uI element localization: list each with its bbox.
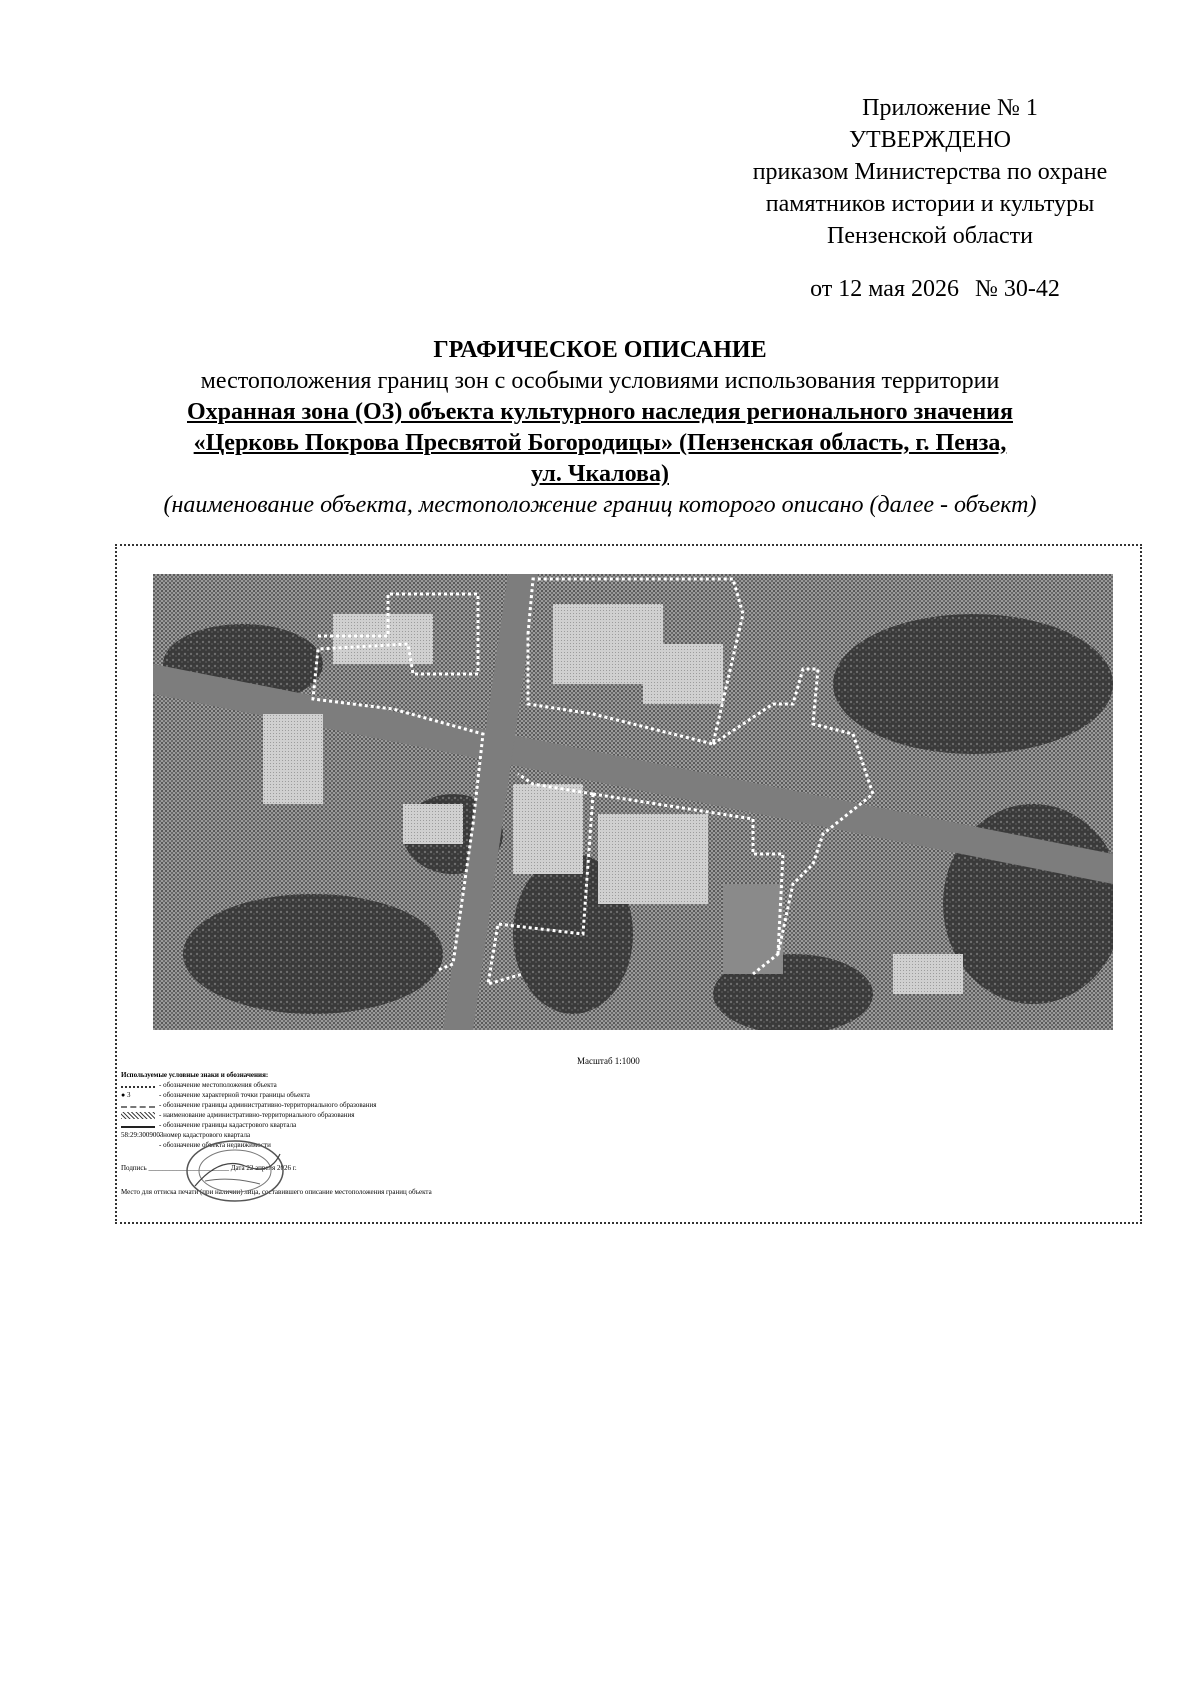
dotted-line-symbol: [121, 1086, 155, 1088]
aerial-map-image: [153, 574, 1113, 1030]
legend-label: - обозначение характерной точки границы объекта: [159, 1091, 310, 1099]
cadastral-number-symbol: 58:29:3009003: [121, 1131, 164, 1139]
legend-item: [121, 1090, 501, 1100]
legend-item: [121, 1080, 501, 1090]
approved-label: УТВЕРЖДЕНО: [848, 127, 1012, 153]
appendix-label: Приложение № 1: [862, 95, 1038, 121]
object-name-line1: Охранная зона (ОЗ) объекта культурного наследия регионального значения: [187, 399, 1013, 425]
order-date: от 12 мая 2026: [810, 276, 959, 302]
map-scale: Масштаб 1:1000: [577, 1056, 640, 1066]
legend-label: - обозначение местоположения объекта: [159, 1081, 277, 1089]
map-frame: [115, 544, 1142, 1224]
order-date-line: [720, 276, 1150, 303]
object-name-note: (наименование объекта, местоположение границ которого описано (далее - объект): [163, 492, 1037, 518]
legend-item: [121, 1110, 501, 1120]
hatch-symbol: [121, 1112, 155, 1119]
legend-label: - наименование административно-территориального образования: [159, 1111, 355, 1119]
legend-label: - номер кадастрового квартала: [159, 1131, 251, 1139]
document-subtitle: местоположения границ зон с особыми условиями использования территории: [200, 368, 1000, 394]
legend-title: Используемые условные знаки и обозначения:: [121, 1071, 269, 1079]
signature-line: Подпись _______________________ Дата 22 апреля 2026 г.: [121, 1164, 297, 1172]
legend-label: - обозначение границы административно-территориального образования: [159, 1101, 377, 1109]
legend-label: - обозначение границы кадастрового квартала: [159, 1121, 297, 1129]
approval-block: [720, 92, 1140, 252]
point-symbol: ● 3: [121, 1091, 131, 1099]
legend-item: [121, 1120, 501, 1130]
seal-stamp-image: [175, 1136, 295, 1206]
legend-label: - обозначение объекта недвижимости: [159, 1141, 271, 1149]
solid-line-symbol: [121, 1126, 155, 1128]
approval-line-monuments: памятников истории и культуры: [765, 191, 1095, 217]
document-title: ГРАФИЧЕСКОЕ ОПИСАНИЕ: [433, 337, 767, 363]
seal-place-line: Место для оттиска печати (при наличии) лица, составившего описание местоположения границ объекта: [121, 1188, 432, 1196]
approval-line-ministry: приказом Министерства по охране: [752, 159, 1108, 185]
dashed-line-symbol: [121, 1106, 155, 1108]
approval-line-region: Пензенской области: [827, 223, 1033, 249]
legend-item: [121, 1100, 501, 1110]
object-name-line2: «Церковь Покрова Пресвятой Богородицы» (Пензенская область, г. Пенза,: [193, 430, 1007, 456]
order-number: № 30-42: [975, 276, 1060, 302]
object-name-line3: ул. Чкалова): [531, 461, 669, 487]
document-heading: [140, 335, 1060, 521]
